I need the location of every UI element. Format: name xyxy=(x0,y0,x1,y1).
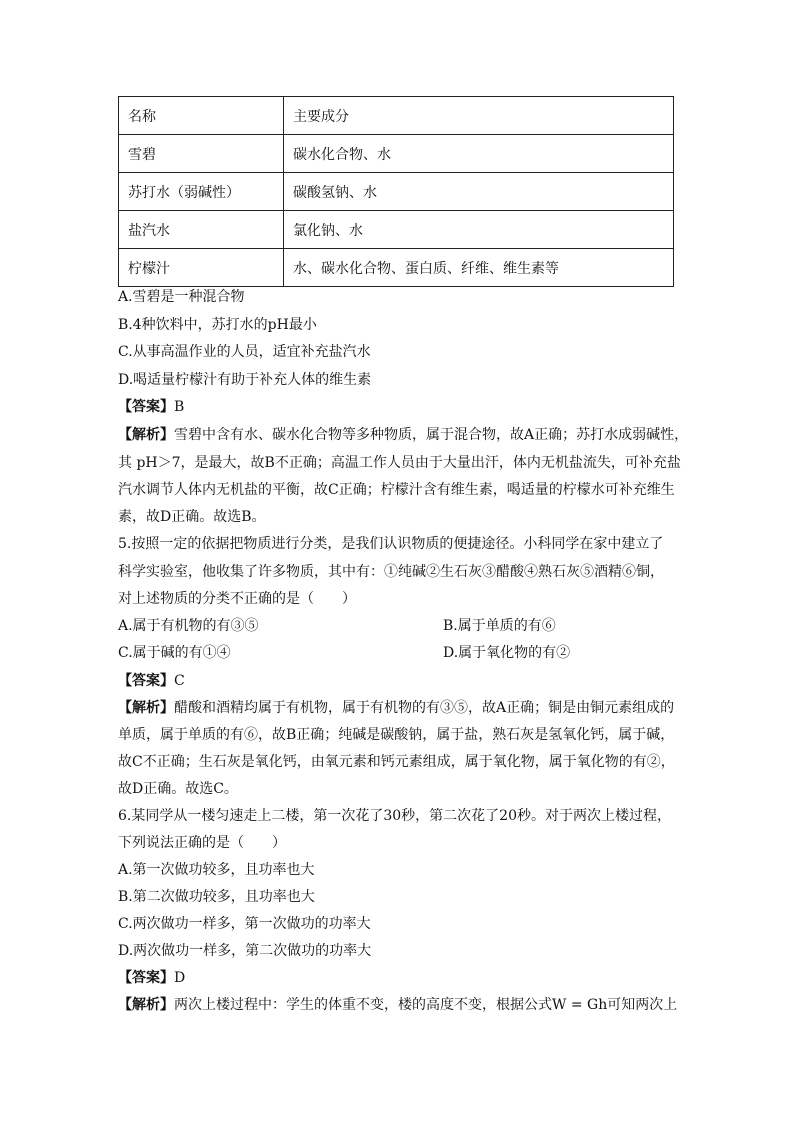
q6-answer xyxy=(118,968,185,988)
q5-analysis-line: 故D正确。故选C。 xyxy=(118,781,238,797)
table-cell: 雪碧 xyxy=(119,135,284,173)
q4-option-a: A.雪碧是一种混合物 xyxy=(118,289,245,305)
table-row xyxy=(119,135,674,173)
table-cell: 苏打水（弱碱性） xyxy=(119,173,284,211)
answer-tag: 【答案】 xyxy=(118,970,174,986)
analysis-text: 雪碧中含有水、碳水化合物等多种物质，属于混合物，故A正确；苏打水成弱碱性， xyxy=(174,427,689,443)
answer-tag: 【答案】 xyxy=(118,399,174,415)
q4-analysis-line xyxy=(118,425,688,445)
q4-option-b: B.4种饮料中，苏打水的pH最小 xyxy=(118,317,317,333)
q6-stem-line: 下列说法正确的是（ ） xyxy=(118,835,286,851)
table-cell: 水、碳水化合物、蛋白质、纤维、维生素等 xyxy=(284,249,674,287)
answer-tag: 【答案】 xyxy=(118,673,174,689)
table-cell: 柠檬汁 xyxy=(119,249,284,287)
q5-option-b: B.属于单质的有⑥ xyxy=(443,618,556,634)
q4-option-d: D.喝适量柠檬汁有助于补充人体的维生素 xyxy=(118,372,372,388)
table-cell: 碳酸氢钠、水 xyxy=(284,173,674,211)
q5-stem-line: 对上述物质的分类不正确的是（ ） xyxy=(118,591,356,607)
q5-analysis-line xyxy=(118,698,674,718)
q6-option-a: A.第一次做功较多，且功率也大 xyxy=(118,862,315,878)
table-header-cell: 名称 xyxy=(119,97,284,135)
q6-option-b: B.第二次做功较多，且功率也大 xyxy=(118,889,315,905)
q5-analysis-line: 故C不正确；生石灰是氧化钙，由氧元素和钙元素组成，属于氧化物，属于氧化物的有②， xyxy=(118,754,675,770)
analysis-tag: 【解析】 xyxy=(118,700,174,716)
q6-analysis-line xyxy=(118,995,677,1015)
table-cell: 碳水化合物、水 xyxy=(284,135,674,173)
q6-option-c: C.两次做功一样多，第一次做功的功率大 xyxy=(118,916,371,932)
table-row xyxy=(119,249,674,287)
q4-analysis-line: 其 pH＞7，是最大，故B不正确；高温工作人员由于大量出汗，体内无机盐流失，可补充盐 xyxy=(118,455,681,471)
answer-value: C xyxy=(174,673,185,689)
analysis-text: 两次上楼过程中：学生的体重不变，楼的高度不变，根据公式W = Gh可知两次上 xyxy=(174,997,678,1013)
table-row xyxy=(119,173,674,211)
q5-stem-line: 5.按照一定的依据把物质进行分类，是我们认识物质的便捷途径。小科同学在家中建立了 xyxy=(118,536,664,552)
q5-analysis-line: 单质，属于单质的有⑥，故B正确；纯碱是碳酸钠，属于盐，熟石灰是氢氧化钙，属于碱， xyxy=(118,727,675,743)
q4-answer xyxy=(118,397,184,417)
analysis-tag: 【解析】 xyxy=(118,427,174,443)
q4-analysis-line: 素，故D正确。故选B。 xyxy=(118,509,266,525)
answer-value: D xyxy=(174,970,186,986)
table-header-cell: 主要成分 xyxy=(284,97,674,135)
table-cell: 氯化钠、水 xyxy=(284,211,674,249)
analysis-text: 醋酸和酒精均属于有机物，属于有机物的有③⑤，故A正确；铜是由铜元素组成的 xyxy=(174,700,675,716)
q5-answer xyxy=(118,671,185,691)
table-cell: 盐汽水 xyxy=(119,211,284,249)
q6-stem-line: 6.某同学从一楼匀速走上二楼，第一次花了30秒，第二次花了20秒。对于两次上楼过程， xyxy=(118,808,671,824)
answer-value: B xyxy=(174,399,185,415)
q5-option-a: A.属于有机物的有③⑤ xyxy=(118,618,259,634)
q5-option-c: C.属于碱的有①④ xyxy=(118,645,231,661)
q4-analysis-line: 汽水调节人体内无机盐的平衡，故C正确；柠檬汁含有维生素，喝适量的柠檬水可补充维生 xyxy=(118,482,675,498)
q6-option-d: D.两次做功一样多，第二次做功的功率大 xyxy=(118,943,372,959)
table-header-row xyxy=(119,97,674,135)
analysis-tag: 【解析】 xyxy=(118,997,174,1013)
q4-option-c: C.从事高温作业的人员，适宜补充盐汽水 xyxy=(118,344,371,360)
q5-option-d: D.属于氧化物的有② xyxy=(443,645,571,661)
table-row xyxy=(119,211,674,249)
q5-stem-line: 科学实验室，他收集了许多物质，其中有：①纯碱②生石灰③醋酸④熟石灰⑤酒精⑥铜， xyxy=(118,564,664,580)
beverage-table xyxy=(118,96,674,287)
